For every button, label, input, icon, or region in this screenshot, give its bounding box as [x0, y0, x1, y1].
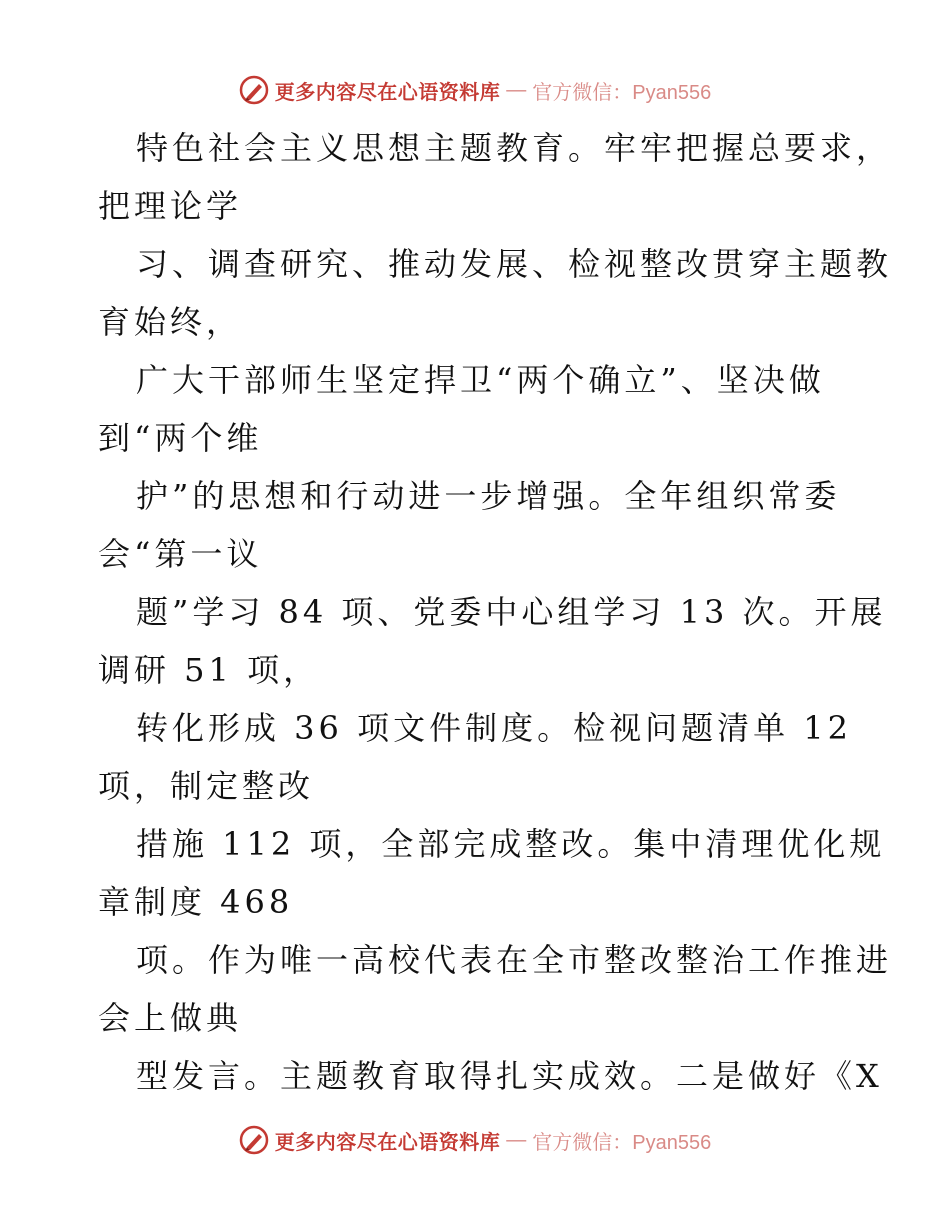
footer-watermark [0, 1120, 950, 1160]
watermark-brand-text: 更多内容尽在心语资料库 [274, 81, 501, 104]
header-watermark [0, 70, 950, 110]
watermark-dash: — [506, 1128, 527, 1151]
body-line: 广大干部师生坚定捍卫“两个确立”、坚决做 [136, 361, 825, 399]
body-line: 题”学习 84 项、党委中心组学习 13 次。开展 [136, 593, 887, 631]
watermark-wechat-text: 官方微信：Pyan556 [532, 1131, 712, 1154]
body-line: 调研 51 项， [98, 651, 320, 689]
body-line: 型发言。主题教育取得扎实成效。二是做好《X [136, 1057, 883, 1095]
body-line: 护”的思想和行动进一步增强。全年组织常委 [136, 477, 841, 515]
body-line: 项。作为唯一高校代表在全市整改整治工作推进 [136, 941, 893, 979]
pen-logo-icon [239, 1125, 269, 1155]
body-line: 育始终， [98, 303, 243, 341]
watermark-dash: — [506, 78, 527, 101]
watermark-wechat-text: 官方微信：Pyan556 [532, 81, 712, 104]
body-line: 把理论学 [98, 187, 243, 225]
body-line: 特色社会主义思想主题教育。牢牢把握总要求， [136, 129, 893, 167]
pen-logo-icon [239, 75, 269, 105]
body-line: 习、调查研究、推动发展、检视整改贯穿主题教 [136, 245, 893, 283]
watermark-brand-text: 更多内容尽在心语资料库 [274, 1131, 501, 1154]
body-line: 会“第一议 [98, 535, 263, 573]
body-line: 措施 112 项，全部完成整改。集中清理优化规 [136, 825, 886, 863]
body-line: 项，制定整改 [98, 767, 315, 805]
body-line: 章制度 468 [98, 883, 294, 921]
body-line: 会上做典 [98, 999, 243, 1037]
body-line: 转化形成 36 项文件制度。检视问题清单 12 [136, 709, 852, 747]
body-line: 到“两个维 [98, 419, 263, 457]
